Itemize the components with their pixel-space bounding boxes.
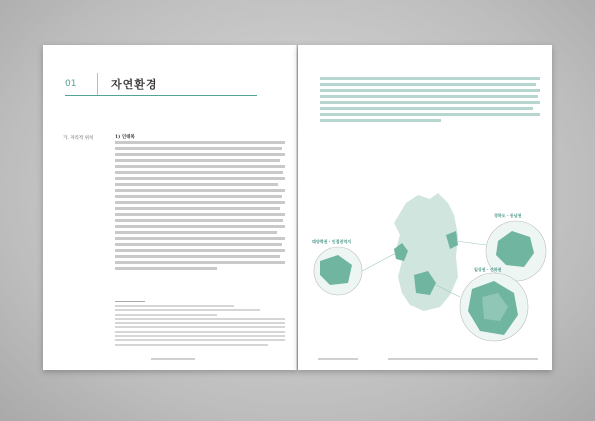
- right-page: [298, 45, 552, 370]
- north-region-label: 경하도 · 동남권: [494, 213, 522, 218]
- south-region-label: 일상권 · 산하권: [474, 267, 502, 272]
- running-footer-left: [151, 358, 195, 360]
- footnote-rule: [115, 301, 145, 302]
- footnotes-block: [115, 305, 285, 348]
- running-footer-right: [318, 358, 358, 360]
- chapter-divider: [97, 73, 98, 95]
- chapter-number: 01: [65, 79, 77, 89]
- chapter-title: 자연환경: [111, 78, 158, 91]
- west-region-label: 태양력권 · 인접권역지: [312, 239, 352, 244]
- body-text-block: [115, 141, 285, 273]
- side-heading: 가. 자리적 위치: [63, 136, 94, 141]
- regional-map: [298, 45, 552, 370]
- chapter-rule: [65, 95, 257, 96]
- map-caption: [388, 358, 538, 360]
- subheading: 1) 인태복: [115, 135, 135, 140]
- left-page: [43, 45, 297, 370]
